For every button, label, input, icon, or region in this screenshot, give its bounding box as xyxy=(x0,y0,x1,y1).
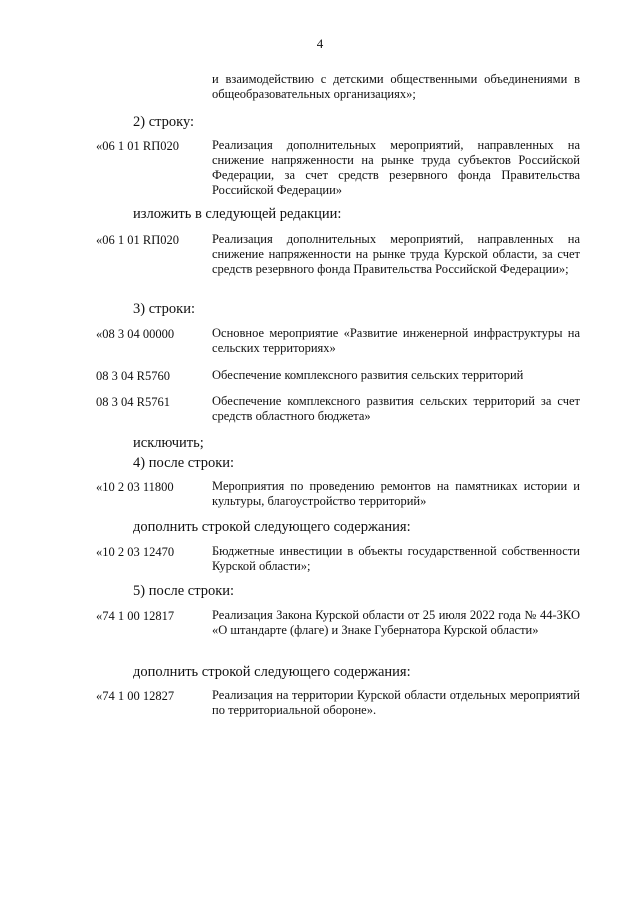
s3-row1-text: Основное мероприятие «Развитие инженерной инфраструктуры на сельских территориях» xyxy=(212,326,580,355)
continuation-text: и взаимодействию с детскими общественными объединениями в общеобразовательных организациях»; xyxy=(212,72,580,101)
section-3-heading: 3) строки: xyxy=(133,301,195,317)
s2-instruction: изложить в следующей редакции: xyxy=(133,206,342,222)
s4-new-code: «10 2 03 12470 xyxy=(96,545,175,559)
s5-new-code: «74 1 00 12827 xyxy=(96,689,175,703)
s5-after-text: Реализация Закона Курской области от 25 июля 2022 года № 44-ЗКО «О штандарте (флаге) и Знаке Губернатора Курской области» xyxy=(212,608,580,637)
s3-row3-text: Обеспечение комплексного развития сельских территорий за счет средств областного бюджета» xyxy=(212,394,580,423)
s5-instruction: дополнить строкой следующего содержания: xyxy=(133,664,411,680)
s3-row1-code: «08 3 04 00000 xyxy=(96,327,175,341)
s2-old-text: Реализация дополнительных мероприятий, направленных на снижение напряженности на рынке труда субъектов Российской Федерации, за счет средств резервного фонда Правительства Российской Федерации» xyxy=(212,138,580,197)
s2-old-code: «06 1 01 RП020 xyxy=(96,139,179,153)
s2-new-text: Реализация дополнительных мероприятий, направленных на снижение напряженности на рынке труда Курской области, за счет средств резервного фонда Правительства Российской Федерации»; xyxy=(212,232,580,276)
s3-row3-code: 08 3 04 R5761 xyxy=(96,395,170,409)
s3-row2-code: 08 3 04 R5760 xyxy=(96,369,170,383)
s4-after-text: Мероприятия по проведению ремонтов на памятниках истории и культуры, благоустройство территорий» xyxy=(212,479,580,508)
s3-instruction: исключить; xyxy=(133,435,204,451)
s2-new-code: «06 1 01 RП020 xyxy=(96,233,179,247)
page-number: 4 xyxy=(316,36,324,51)
section-5-heading: 5) после строки: xyxy=(133,583,235,599)
section-4-heading: 4) после строки: xyxy=(133,455,235,471)
s5-after-code: «74 1 00 12817 xyxy=(96,609,175,623)
s4-instruction: дополнить строкой следующего содержания: xyxy=(133,519,411,535)
section-2-heading: 2) строку: xyxy=(133,114,195,130)
s3-row2-text: Обеспечение комплексного развития сельских территорий xyxy=(212,368,524,382)
s5-new-text: Реализация на территории Курской области отдельных мероприятий по территориальной обороне». xyxy=(212,688,580,717)
s4-new-text: Бюджетные инвестиции в объекты государственной собственности Курской области»; xyxy=(212,544,580,573)
s4-after-code: «10 2 03 11800 xyxy=(96,480,174,494)
